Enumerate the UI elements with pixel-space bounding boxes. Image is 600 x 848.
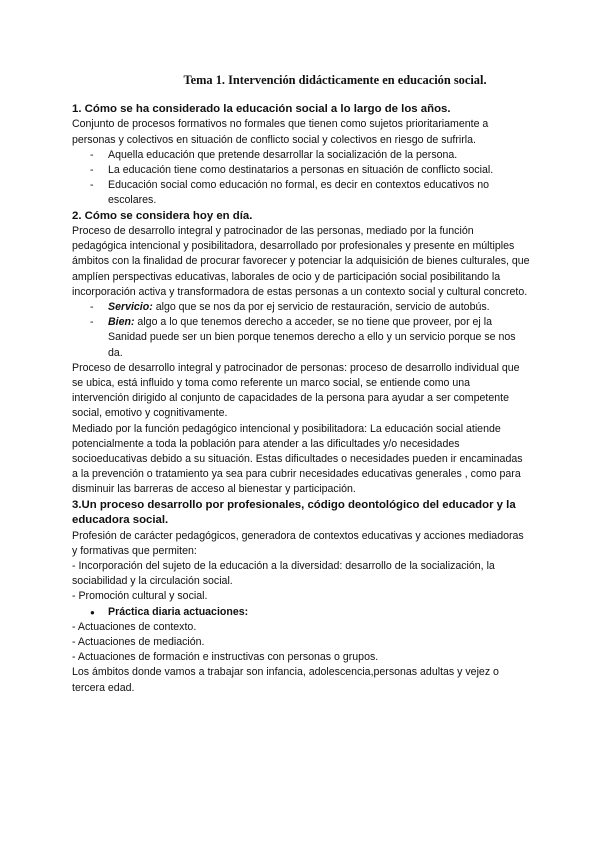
action-item: - Actuaciones de contexto.: [72, 620, 197, 633]
document-title: Tema 1. Intervención didácticamente en educación social.: [183, 73, 487, 87]
list-item: - Educación social como educación no formal, es decir en contextos educativos no escolares.: [108, 178, 530, 208]
section-3-subheading: ● Práctica diaria actuaciones:: [90, 605, 530, 620]
action-item: - Actuaciones de mediación.: [72, 635, 205, 648]
section-2-paragraph-2: Proceso de desarrollo integral y patrocinador de personas: proceso de desarrollo individual que se ubica, está influido y toma como referente un marco social, se entiende como una intervención dirigido al conjunto de capacidades de la persona para ayudar a ser competente social, emotivo y cognitivamente.: [72, 361, 520, 420]
section-3-intro: Profesión de carácter pedagógicos, generadora de contextos educativas y acciones mediadoras y formativas que permiten:: [72, 529, 524, 557]
list-item: [108, 315, 530, 361]
section-1-intro: Conjunto de procesos formativos no formales que tienen como sujetos prioritariamente a personas y colectivos en situación de conflicto social y colectivos en riesgo de sufrirla.: [72, 118, 489, 146]
list-item: [108, 300, 530, 315]
term-definition: algo que se nos da por ej servicio de restauración, servicio de autobús.: [152, 301, 490, 314]
section-1-heading: 1. Cómo se ha considerado la educación social a lo largo de los años.: [72, 103, 451, 115]
term-bien: Bien:: [108, 316, 135, 329]
list-item: - Aquella educación que pretende desarrollar la socialización de la persona.: [108, 148, 530, 163]
section-2-paragraph-3: Mediado por la función pedagógico intencional y posibilitadora: La educación social atiende potencialmente a toda la población para atender a las dificultades y/o necesidades socioeducativas debido a su situación. Estas dificultades o necesidades pueden ir encaminadas a la prevención o tratamiento ya sea para cubrir necesidades educativas generales , como para disminuir las barreras de acceso al bienestar y participación.: [72, 422, 523, 496]
section-1-list: [72, 148, 530, 209]
term-servicio: Servicio:: [108, 301, 153, 314]
section-3-closing: Los ámbitos donde vamos a trabajar son infancia, adolescencia,personas adultas y vejez o tercera edad.: [72, 666, 499, 694]
section-3-sublist: [72, 605, 530, 620]
term-definition: algo a lo que tenemos derecho a acceder, se no tiene que proveer, por ej la Sanidad puede ser un bien porque tenemos derecho a ello y un servicio porque se nos da.: [108, 316, 516, 359]
section-2-heading: 2. Cómo se considera hoy en día.: [72, 209, 253, 222]
section-2-intro: Proceso de desarrollo integral y patrocinador de las personas, mediado por la función pedagógica intencional y posibilitadora, desarrollado por profesionales y presente en múltiples ámbitos con la finalidad de procurar favorecer y potenciar la adquisición de bienes culturales, que amplíen perspectivas educativas, laborales de ocio y de participación social posibilitando la incorporación activa y transformadora de estas personas a un contexto social y cultural concreto.: [72, 225, 530, 298]
section-3-item: - Incorporación del sujeto de la educación a la diversidad: desarrollo de la socialización, la sociabilidad y la circulación social.: [72, 559, 495, 588]
action-item: - Actuaciones de formación e instructivas con personas o grupos.: [72, 651, 379, 664]
section-3-item: - Promoción cultural y social.: [72, 590, 208, 603]
list-item: - La educación tiene como destinatarios a personas en situación de conflicto social.: [108, 163, 530, 178]
section-3-heading: 3.Un proceso desarrollo por profesionales, código deontológico del educador y la educadora social.: [72, 498, 516, 527]
section-2-terms: [72, 300, 530, 361]
